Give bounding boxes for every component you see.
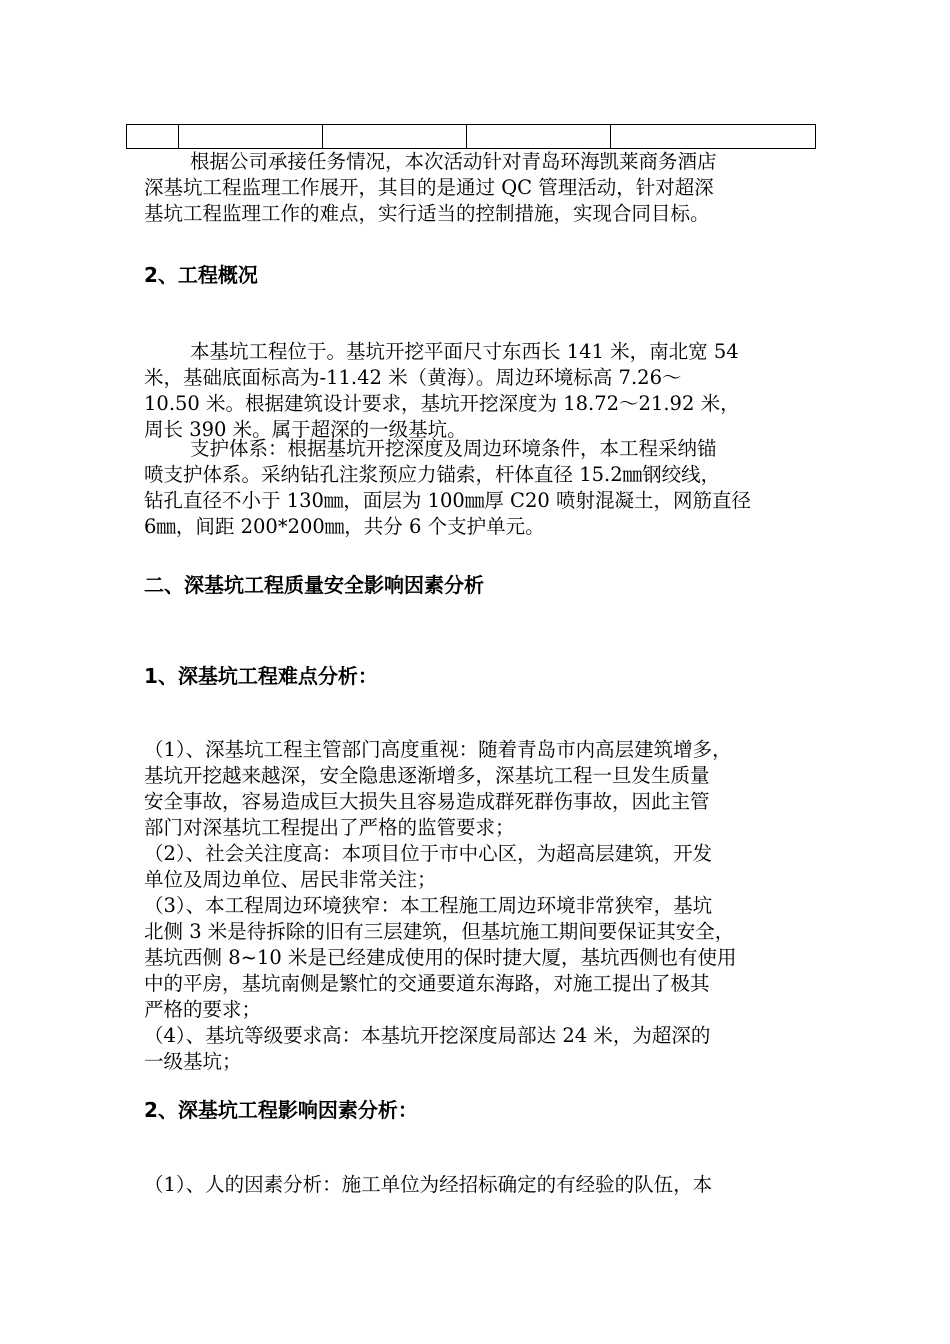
text-line: 本基坑工程位于。基坑开挖平面尺寸东西长 141 米，南北宽 54 bbox=[190, 340, 739, 363]
text-line: 6㎜，间距 200*200㎜，共分 6 个支护单元。 bbox=[144, 515, 545, 538]
text-line: （2）、社会关注度高：本项目位于市中心区，为超高层建筑，开发 bbox=[144, 842, 713, 865]
table-cell bbox=[611, 125, 816, 149]
text-line: 深基坑工程监理工作展开，其目的是通过 QC 管理活动，针对超深 bbox=[144, 176, 714, 199]
text-line: 喷支护体系。采纳钻孔注浆预应力锚索，杆体直径 15.2㎜钢绞线， bbox=[144, 463, 721, 486]
text-line: 基坑工程监理工作的难点，实行适当的控制措施，实现合同目标。 bbox=[144, 202, 710, 225]
text-line: 北侧 3 米是待拆除的旧有三层建筑，但基坑施工期间要保证其安全， bbox=[144, 920, 735, 943]
table-cell bbox=[467, 125, 611, 149]
text-line: 一级基坑； bbox=[144, 1050, 242, 1073]
table-cell bbox=[127, 125, 179, 149]
text-line: 严格的要求； bbox=[144, 998, 262, 1021]
header-table bbox=[126, 124, 816, 149]
support-paragraph bbox=[144, 436, 816, 540]
text-line: 周长 390 米。属于超深的一级基坑。 bbox=[144, 418, 467, 441]
table-cell bbox=[323, 125, 467, 149]
table-cell bbox=[179, 125, 323, 149]
text-line: 单位及周边单位、居民非常关注； bbox=[144, 868, 437, 891]
text-line: 10.50 米。根据建筑设计要求，基坑开挖深度为 18.72～21.92 米， bbox=[144, 392, 740, 415]
heading-section-2: 二、深基坑工程质量安全影响因素分析 bbox=[144, 573, 484, 597]
difficulty-paragraph bbox=[144, 737, 816, 1075]
text-line: （3）、本工程周边环境狭窄：本工程施工周边环境非常狭窄，基坑 bbox=[144, 894, 713, 917]
heading-factors: 2、深基坑工程影响因素分析： bbox=[144, 1098, 418, 1122]
text-line: （4）、基坑等级要求高：本基坑开挖深度局部达 24 米，为超深的 bbox=[144, 1024, 711, 1047]
text-line: 中的平房，基坑南侧是繁忙的交通要道东海路，对施工提出了极其 bbox=[144, 972, 710, 995]
text-line: 安全事故，容易造成巨大损失且容易造成群死群伤事故，因此主管 bbox=[144, 790, 710, 813]
text-line: 米，基础底面标高为-11.42 米（黄海）。周边环境标高 7.26～ bbox=[144, 366, 682, 389]
text-line: 根据公司承接任务情况，本次活动针对青岛环海凯莱商务酒店 bbox=[190, 150, 717, 173]
heading-difficulty: 1、深基坑工程难点分析： bbox=[144, 664, 378, 688]
text-line: 部门对深基坑工程提出了严格的监管要求； bbox=[144, 816, 515, 839]
text-line: 基坑西侧 8~10 米是已经建成使用的保时捷大厦，基坑西侧也有使用 bbox=[144, 946, 737, 969]
text-line: 支护体系：根据基坑开挖深度及周边环境条件，本工程采纳锚 bbox=[190, 437, 717, 460]
intro-paragraph bbox=[144, 149, 816, 227]
overview-paragraph bbox=[144, 339, 816, 443]
text-line: 基坑开挖越来越深，安全隐患逐渐增多，深基坑工程一旦发生质量 bbox=[144, 764, 710, 787]
text-line: （1）、人的因素分析：施工单位为经招标确定的有经验的队伍，本 bbox=[144, 1173, 713, 1196]
factors-paragraph bbox=[144, 1172, 816, 1198]
text-line: （1）、深基坑工程主管部门高度重视：随着青岛市内高层建筑增多， bbox=[144, 738, 732, 761]
text-line: 钻孔直径不小于 130㎜，面层为 100㎜厚 C20 喷射混凝土，网筋直径 bbox=[144, 489, 751, 512]
heading-overview: 2、工程概况 bbox=[144, 263, 258, 287]
